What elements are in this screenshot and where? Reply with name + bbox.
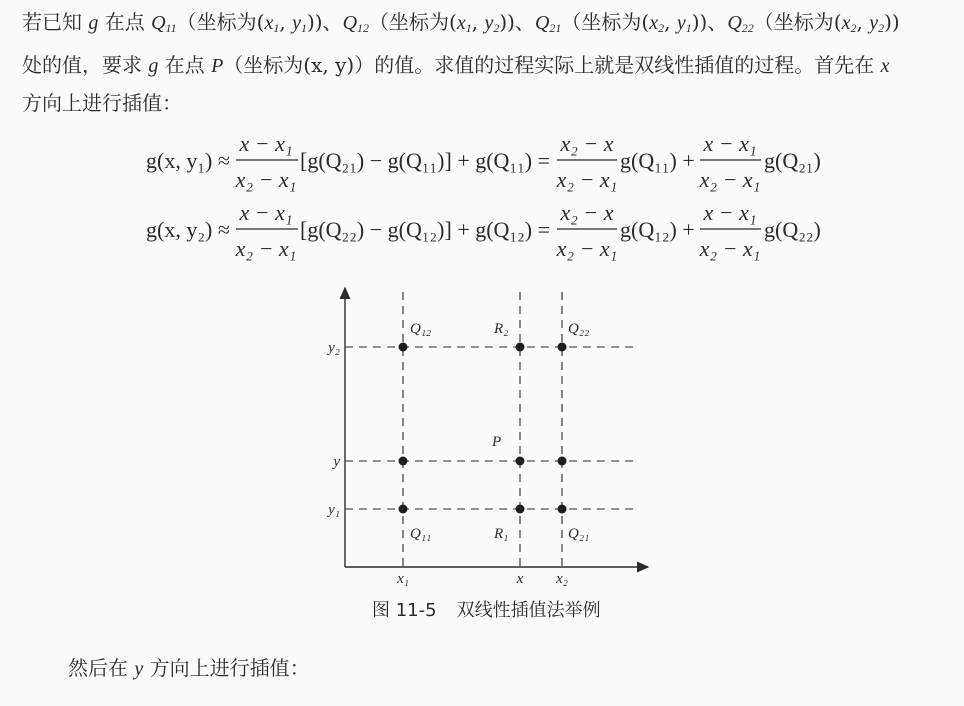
point-q21 — [558, 505, 567, 514]
point-x2-y — [558, 457, 567, 466]
caption-number: 图 11-5 — [372, 600, 437, 621]
label-r1: R₁ — [494, 526, 509, 542]
label-q11: Q₁₁ — [410, 526, 432, 542]
equation-1 — [146, 131, 821, 192]
y-tick-y1: y₁ — [328, 502, 340, 518]
bilinear-figure — [308, 280, 668, 590]
eq1-mid: [g(Q₂₁) − g(Q₁₁)] + g(Q₁₁) = — [300, 148, 551, 173]
eq2-frac2-den: x₂ − x₁ — [556, 236, 618, 261]
eq2-frac3-num: x − x₁ — [703, 200, 757, 225]
label-q22: Q₂₂ — [568, 321, 590, 337]
eq2-frac3-den: x₂ − x₁ — [699, 236, 761, 261]
eq2-frac1-num: x − x₁ — [239, 200, 293, 225]
eq2-lhs: g(x, y₂) ≈ — [146, 217, 230, 242]
eq2-term2: g(Q₁₂) + — [620, 217, 695, 242]
point-p — [516, 457, 525, 466]
eq2-frac1-den: x₂ − x₁ — [235, 236, 297, 261]
figure-caption — [372, 596, 601, 622]
label-q12: Q₁₂ — [410, 321, 432, 337]
point-q12 — [399, 343, 408, 352]
eq1-term3: g(Q₂₁) — [764, 148, 821, 173]
eq1-frac3-num: x − x₁ — [703, 131, 757, 156]
eq1-term2: g(Q₁₁) + — [620, 148, 695, 173]
point-r1 — [516, 505, 525, 514]
outro-paragraph: 然后在 y 方向上进行插值： — [68, 656, 310, 680]
equations — [0, 0, 964, 280]
eq2-mid: [g(Q₂₂) − g(Q₁₂)] + g(Q₁₂) = — [300, 217, 551, 242]
label-r2: R₂ — [494, 321, 509, 337]
eq1-frac3-den: x₂ − x₁ — [699, 167, 761, 192]
caption-title: 双线性插值法举例 — [456, 600, 601, 621]
eq1-frac1-num: x − x₁ — [239, 131, 293, 156]
point-x1-y — [399, 457, 408, 466]
point-q22 — [558, 343, 567, 352]
grid-points — [399, 343, 567, 514]
x-tick-x1: x₁ — [397, 571, 409, 587]
intro-paragraph: 若已知 g 在点 $Q_{11}$（坐标为($x_1$, $y_1$))、$Q_{12}$（坐标为($x_1$, $y_2$))、$Q_{21}$（坐标为($x_2$, $y_1$))、$Q_{22}$（坐标为($x_2$, $y_2$)) 处的值，要求 g 在点 P（坐标为(x, y)）的值。求值的过程实际上就是双线性插值的过程。首先在 x 方向上进行插值： — [22, 10, 900, 115]
equation-2 — [146, 200, 821, 261]
eq2-frac2-num: x₂ − x — [560, 200, 614, 225]
point-q11 — [399, 505, 408, 514]
label-p: P — [492, 434, 502, 450]
horizontal-guides — [345, 347, 638, 509]
x-tick-x2: x₂ — [556, 571, 568, 587]
label-q21: Q₂₁ — [568, 526, 590, 542]
eq2-term3: g(Q₂₂) — [764, 217, 821, 242]
x-tick-x: x — [516, 571, 524, 587]
point-r2 — [516, 343, 525, 352]
eq1-lhs: g(x, y₁) ≈ — [146, 148, 230, 173]
eq1-frac2-den: x₂ − x₁ — [556, 167, 618, 192]
y-tick-y: y — [333, 454, 340, 470]
eq1-frac1-den: x₂ − x₁ — [235, 167, 297, 192]
y-tick-y2: y₂ — [328, 340, 340, 356]
eq1-frac2-num: x₂ − x — [560, 131, 614, 156]
